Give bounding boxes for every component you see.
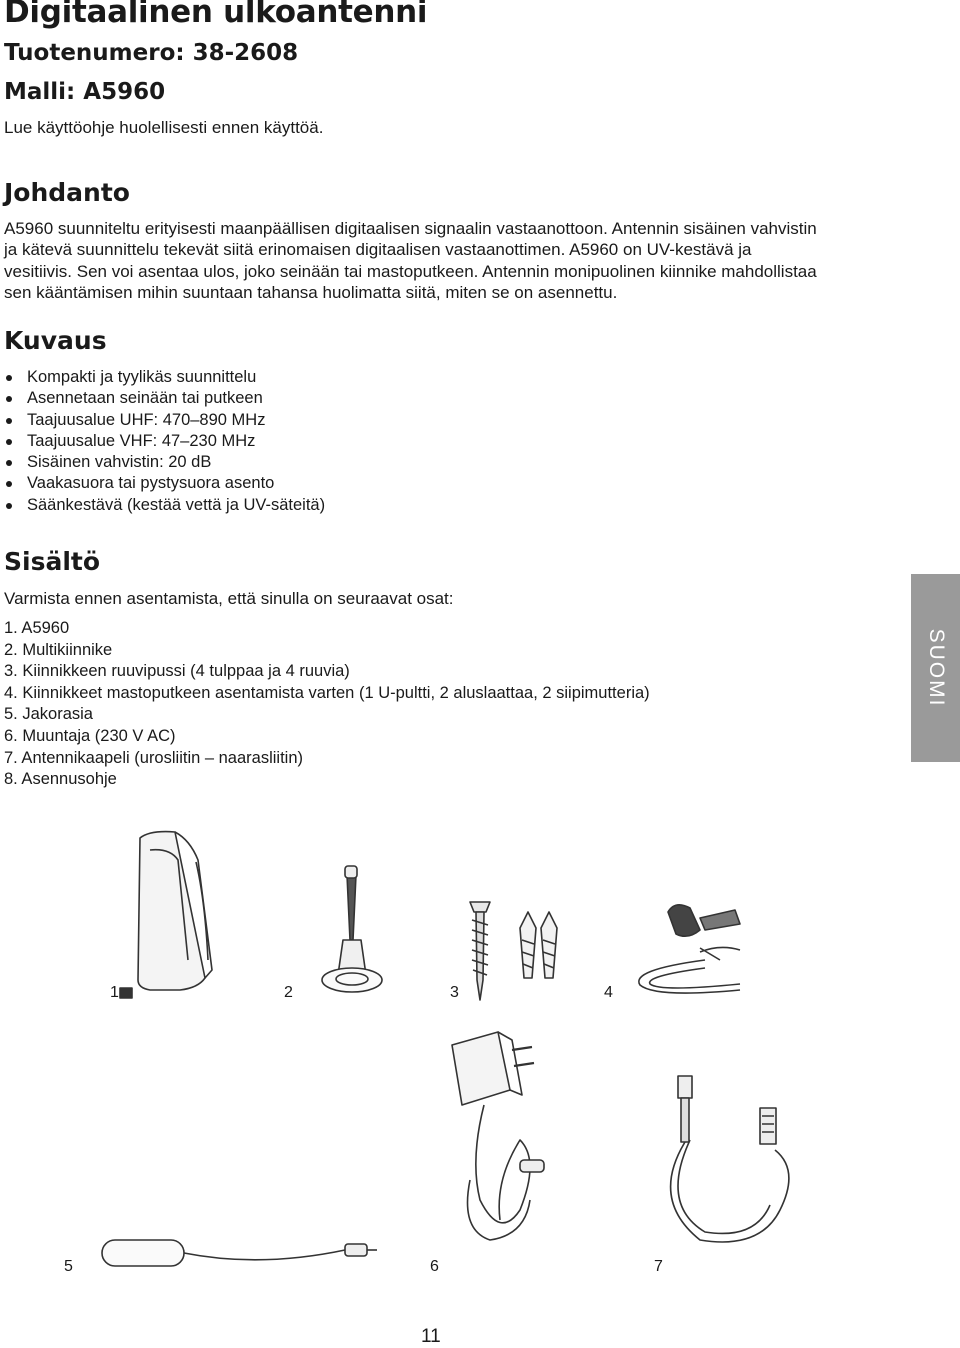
feature-item: Kompakti ja tyylikäs suunnittelu	[4, 367, 325, 388]
figure-label: 2	[284, 984, 293, 1001]
feature-item: Asennetaan seinään tai putkeen	[4, 388, 325, 409]
intro-line: vesitiivis. Sen voi asentaa ulos, joko seinään tai mastoputkeen. Antennin monipuolinen kiinnike mahdollistaa	[4, 261, 817, 281]
page-number: 11	[421, 1326, 441, 1347]
contents-item: 5. Jakorasia	[4, 705, 93, 724]
contents-item: 7. Antennikaapeli (urosliitin – naarasliitin)	[4, 748, 303, 767]
page-title: Digitaalinen ulkoantenni	[4, 0, 428, 30]
language-tab-label: SUOMI	[924, 628, 948, 708]
description-heading: Kuvaus	[4, 326, 107, 355]
u-bolt-illustration	[639, 905, 740, 993]
figure-label: 5	[64, 1258, 73, 1275]
contents-item: 8. Asennusohje	[4, 770, 117, 789]
contents-item: 2. Multikiinnike	[4, 640, 113, 659]
feature-item: Taajuusalue UHF: 470–890 MHz	[4, 410, 325, 431]
feature-item: Taajuusalue VHF: 47–230 MHz	[4, 431, 325, 452]
antenna-illustration	[120, 832, 212, 998]
splitter-illustration	[102, 1240, 377, 1266]
figure-label: 1	[110, 984, 119, 1001]
contents-item: 4. Kiinnikkeet mastoputkeen asentamista varten (1 U-pultti, 2 aluslaattaa, 2 siipimutteria)	[4, 683, 650, 702]
read-instructions-note: Lue käyttöohje huolellisesti ennen käyttöä.	[4, 118, 324, 137]
figure-label: 3	[450, 984, 459, 1001]
power-adapter-illustration	[452, 1032, 544, 1240]
intro-line: sen kääntämisen mihin suuntaan tahansa huolimatta siitä, miten se on asennettu.	[4, 282, 618, 302]
intro-line: ja kätevä suunnittelu tekevät siitä erinomaisen digitaalisen vastaanottimen. A5960 on UV-kestävä ja	[4, 240, 752, 260]
contents-item: 6. Muuntaja (230 V AC)	[4, 726, 176, 745]
contents-heading: Sisältö	[4, 547, 101, 576]
antenna-cable-illustration	[671, 1076, 789, 1242]
figure-label: 6	[430, 1258, 439, 1275]
feature-item: Vaakasuora tai pystysuora asento	[4, 473, 325, 494]
feature-item: Säänkestävä (kestää vettä ja UV-säteitä)	[4, 495, 325, 516]
multi-mount-illustration	[322, 866, 382, 992]
contents-item: 1. A5960	[4, 619, 70, 637]
model-number: Malli: A5960	[4, 79, 166, 105]
feature-item: Sisäinen vahvistin: 20 dB	[4, 452, 325, 473]
figure-label: 7	[654, 1258, 663, 1275]
intro-heading: Johdanto	[4, 178, 130, 207]
contents-intro: Varmista ennen asentamista, että sinulla on seuraavat osat:	[4, 589, 454, 608]
intro-line: A5960 suunniteltu erityisesti maanpäällisen digitaalisen signaalin vastaanottoon. Antennin sisäinen vahvistin	[4, 219, 817, 238]
screw-and-plugs-illustration	[470, 902, 557, 1000]
contents-item: 3. Kiinnikkeen ruuvipussi (4 tulppaa ja 4 ruuvia)	[4, 662, 350, 681]
product-number: Tuotenumero: 38-2608	[4, 40, 299, 66]
figure-label: 4	[604, 984, 613, 1001]
